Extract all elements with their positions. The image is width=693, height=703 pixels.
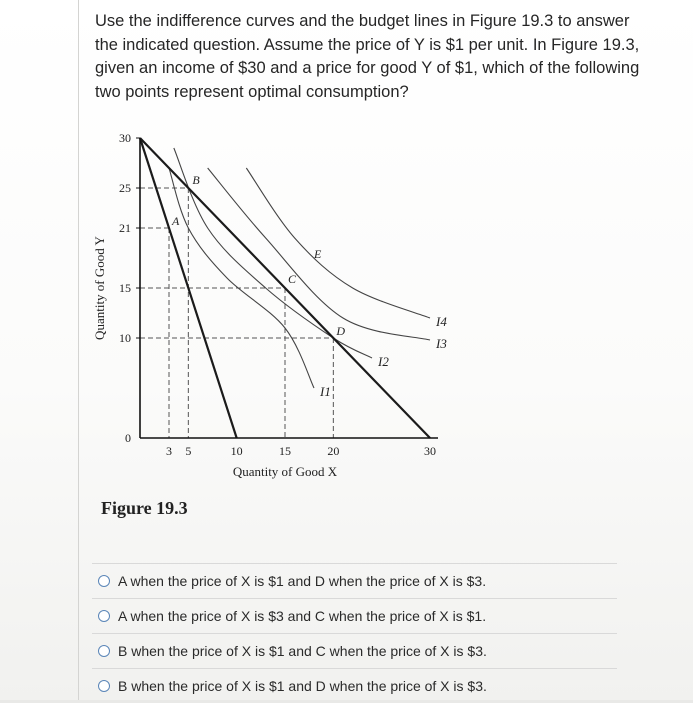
y-tick-label: 0 bbox=[125, 431, 131, 445]
answer-option-label: A when the price of X is $1 and D when the price of X is $3. bbox=[118, 573, 487, 589]
x-tick-label: 5 bbox=[185, 444, 192, 458]
point-label-c: C bbox=[288, 272, 297, 286]
x-tick-label: 15 bbox=[279, 444, 291, 458]
point-label-d: D bbox=[336, 324, 346, 338]
radio-button[interactable] bbox=[98, 680, 110, 692]
y-tick-label: 10 bbox=[119, 331, 131, 345]
answer-option-3[interactable] bbox=[92, 633, 617, 668]
point-label-a: A bbox=[172, 214, 180, 228]
x-tick-label: 20 bbox=[327, 444, 340, 458]
answer-option-2[interactable] bbox=[92, 598, 617, 633]
answer-option-label: A when the price of X is $3 and C when the price of X is $1. bbox=[118, 608, 487, 624]
chart-labels bbox=[92, 131, 447, 479]
question-text: Use the indifference curves and the budget lines in Figure 19.3 to answer the indicated question. Assume the price of Y is $1 per unit. In Figure 19.3, given an income of $30 and a price for good Y of $1, which of the following two points represent optimal consumption? bbox=[95, 12, 640, 101]
radio-button[interactable] bbox=[98, 575, 110, 587]
figure-caption: Figure 19.3 bbox=[101, 498, 188, 518]
curve-label-i1: I1 bbox=[320, 384, 331, 399]
point-label-e: E bbox=[314, 247, 322, 261]
y-tick-label: 15 bbox=[119, 281, 131, 295]
curve-label-i2: I2 bbox=[378, 354, 389, 369]
x-tick-label: 30 bbox=[424, 444, 436, 458]
answer-option-4[interactable] bbox=[92, 668, 617, 703]
y-tick-label: 25 bbox=[119, 181, 131, 195]
figure-19-3-chart bbox=[90, 125, 470, 490]
radio-button[interactable] bbox=[98, 645, 110, 657]
curve-label-i3: I3 bbox=[436, 336, 447, 351]
y-axis-title: Quantity of Good Y bbox=[92, 236, 107, 340]
y-tick-label: 30 bbox=[119, 131, 131, 145]
curve-label-i4: I4 bbox=[436, 314, 447, 329]
x-tick-label: 10 bbox=[230, 444, 243, 458]
answer-option-1[interactable] bbox=[92, 563, 617, 598]
answer-option-label: B when the price of X is $1 and D when the price of X is $3. bbox=[118, 678, 487, 694]
answer-options bbox=[92, 563, 617, 703]
radio-button[interactable] bbox=[98, 610, 110, 622]
answer-option-label: B when the price of X is $1 and C when the price of X is $3. bbox=[118, 643, 487, 659]
x-axis-title: Quantity of Good X bbox=[232, 464, 338, 479]
y-tick-label: 21 bbox=[119, 221, 131, 235]
page-edge-divider bbox=[78, 0, 79, 700]
point-label-b: B bbox=[192, 173, 200, 187]
x-tick-label: 3 bbox=[166, 444, 172, 458]
